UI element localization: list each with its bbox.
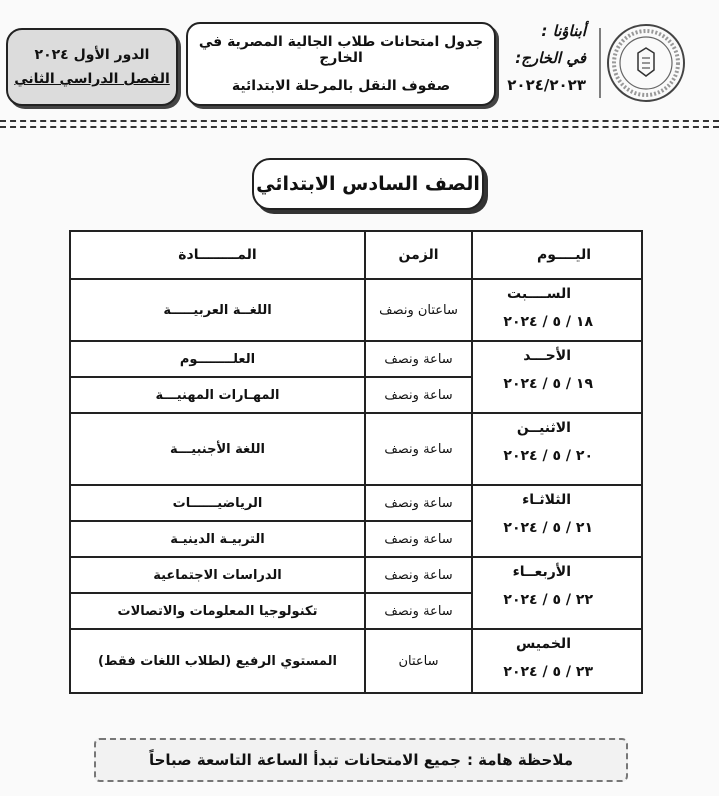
exam-duration: ساعة ونصف — [365, 593, 472, 629]
exam-subject: المستوي الرفيع (لطلاب اللغات فقط) — [70, 629, 365, 693]
day-cell — [472, 341, 642, 413]
exam-duration: ساعة ونصف — [365, 521, 472, 557]
academic-year: ٢٠٢٤/٢٠٢٣ — [507, 76, 586, 94]
exam-subject: الرياضيــــــات — [70, 485, 365, 521]
day-cell — [472, 485, 642, 557]
exam-duration: ساعة ونصف — [365, 341, 472, 377]
exam-duration: ساعة ونصف — [365, 485, 472, 521]
exam-subject: العلــــــــوم — [70, 341, 365, 377]
exam-duration: ساعتان ونصف — [365, 279, 472, 341]
day-name: الثلاثـاء — [522, 492, 571, 508]
table-row — [70, 557, 642, 593]
table-row — [70, 341, 642, 377]
table-row — [70, 485, 642, 521]
day-name: الأحـــد — [523, 348, 571, 364]
day-cell — [472, 629, 642, 693]
day-date: ٢٢ / ٥ / ٢٠٢٤ — [503, 592, 593, 608]
exam-round-box — [6, 28, 178, 106]
exam-duration: ساعة ونصف — [365, 557, 472, 593]
day-name: الســــبت — [507, 286, 571, 302]
exam-subject: الدراسات الاجتماعية — [70, 557, 365, 593]
exam-duration: ساعة ونصف — [365, 377, 472, 413]
table-row — [70, 279, 642, 341]
note-text: جميع الامتحانات تبدأ الساعة التاسعة صباحاً — [148, 751, 461, 769]
header-time: الزمن — [365, 231, 472, 279]
day-name: الاثنيــن — [516, 420, 571, 436]
header-subject: المــــــــادة — [70, 231, 365, 279]
page-header — [0, 0, 719, 120]
schedule-title: جدول امتحانات طلاب الجالية المصرية في الخارج — [198, 34, 484, 66]
exam-subject: المهـارات المهنيـــة — [70, 377, 365, 413]
ministry-seal-icon — [598, 18, 688, 108]
day-date: ٢٠ / ٥ / ٢٠٢٤ — [503, 448, 593, 464]
exam-round: الدور الأول ٢٠٢٤ — [34, 47, 150, 63]
exam-duration: ساعة ونصف — [365, 413, 472, 485]
day-date: ١٨ / ٥ / ٢٠٢٤ — [503, 314, 593, 330]
grade-title: الصف السادس الابتدائي — [252, 158, 484, 210]
exam-duration: ساعتان — [365, 629, 472, 693]
exam-subject: اللغة الأجنبيـــة — [70, 413, 365, 485]
day-cell — [472, 279, 642, 341]
abroad-line1: أبناؤنا : — [541, 22, 586, 40]
header-day: اليــــوم — [472, 231, 642, 279]
exam-subject: تكنولوجيا المعلومات والاتصالات — [70, 593, 365, 629]
abroad-line2: في الخارج: — [515, 49, 586, 67]
table-row — [70, 413, 642, 485]
day-name: الخميس — [515, 636, 571, 652]
day-date: ٢١ / ٥ / ٢٠٢٤ — [503, 520, 593, 536]
day-date: ١٩ / ٥ / ٢٠٢٤ — [503, 376, 593, 392]
table-header-row — [70, 231, 642, 279]
exam-subject: التربيـة الدينيـة — [70, 521, 365, 557]
note-label: ملاحظة هامة : — [466, 751, 574, 769]
abroad-label — [500, 22, 586, 112]
day-date: ٢٣ / ٥ / ٢٠٢٤ — [503, 664, 593, 680]
schedule-title-box — [186, 22, 496, 106]
exam-subject: اللغــة العربيـــــة — [70, 279, 365, 341]
header-divider — [0, 120, 719, 123]
table-row — [70, 629, 642, 693]
header-divider — [0, 126, 719, 129]
day-name: الأربعــاء — [512, 564, 571, 580]
exam-schedule-table — [69, 230, 643, 694]
important-note — [94, 738, 628, 782]
semester: الفصل الدراسي الثاني — [14, 71, 170, 87]
schedule-subtitle: صفوف النقل بالمرحلة الابتدائية — [231, 78, 451, 94]
day-cell — [472, 413, 642, 485]
day-cell — [472, 557, 642, 629]
